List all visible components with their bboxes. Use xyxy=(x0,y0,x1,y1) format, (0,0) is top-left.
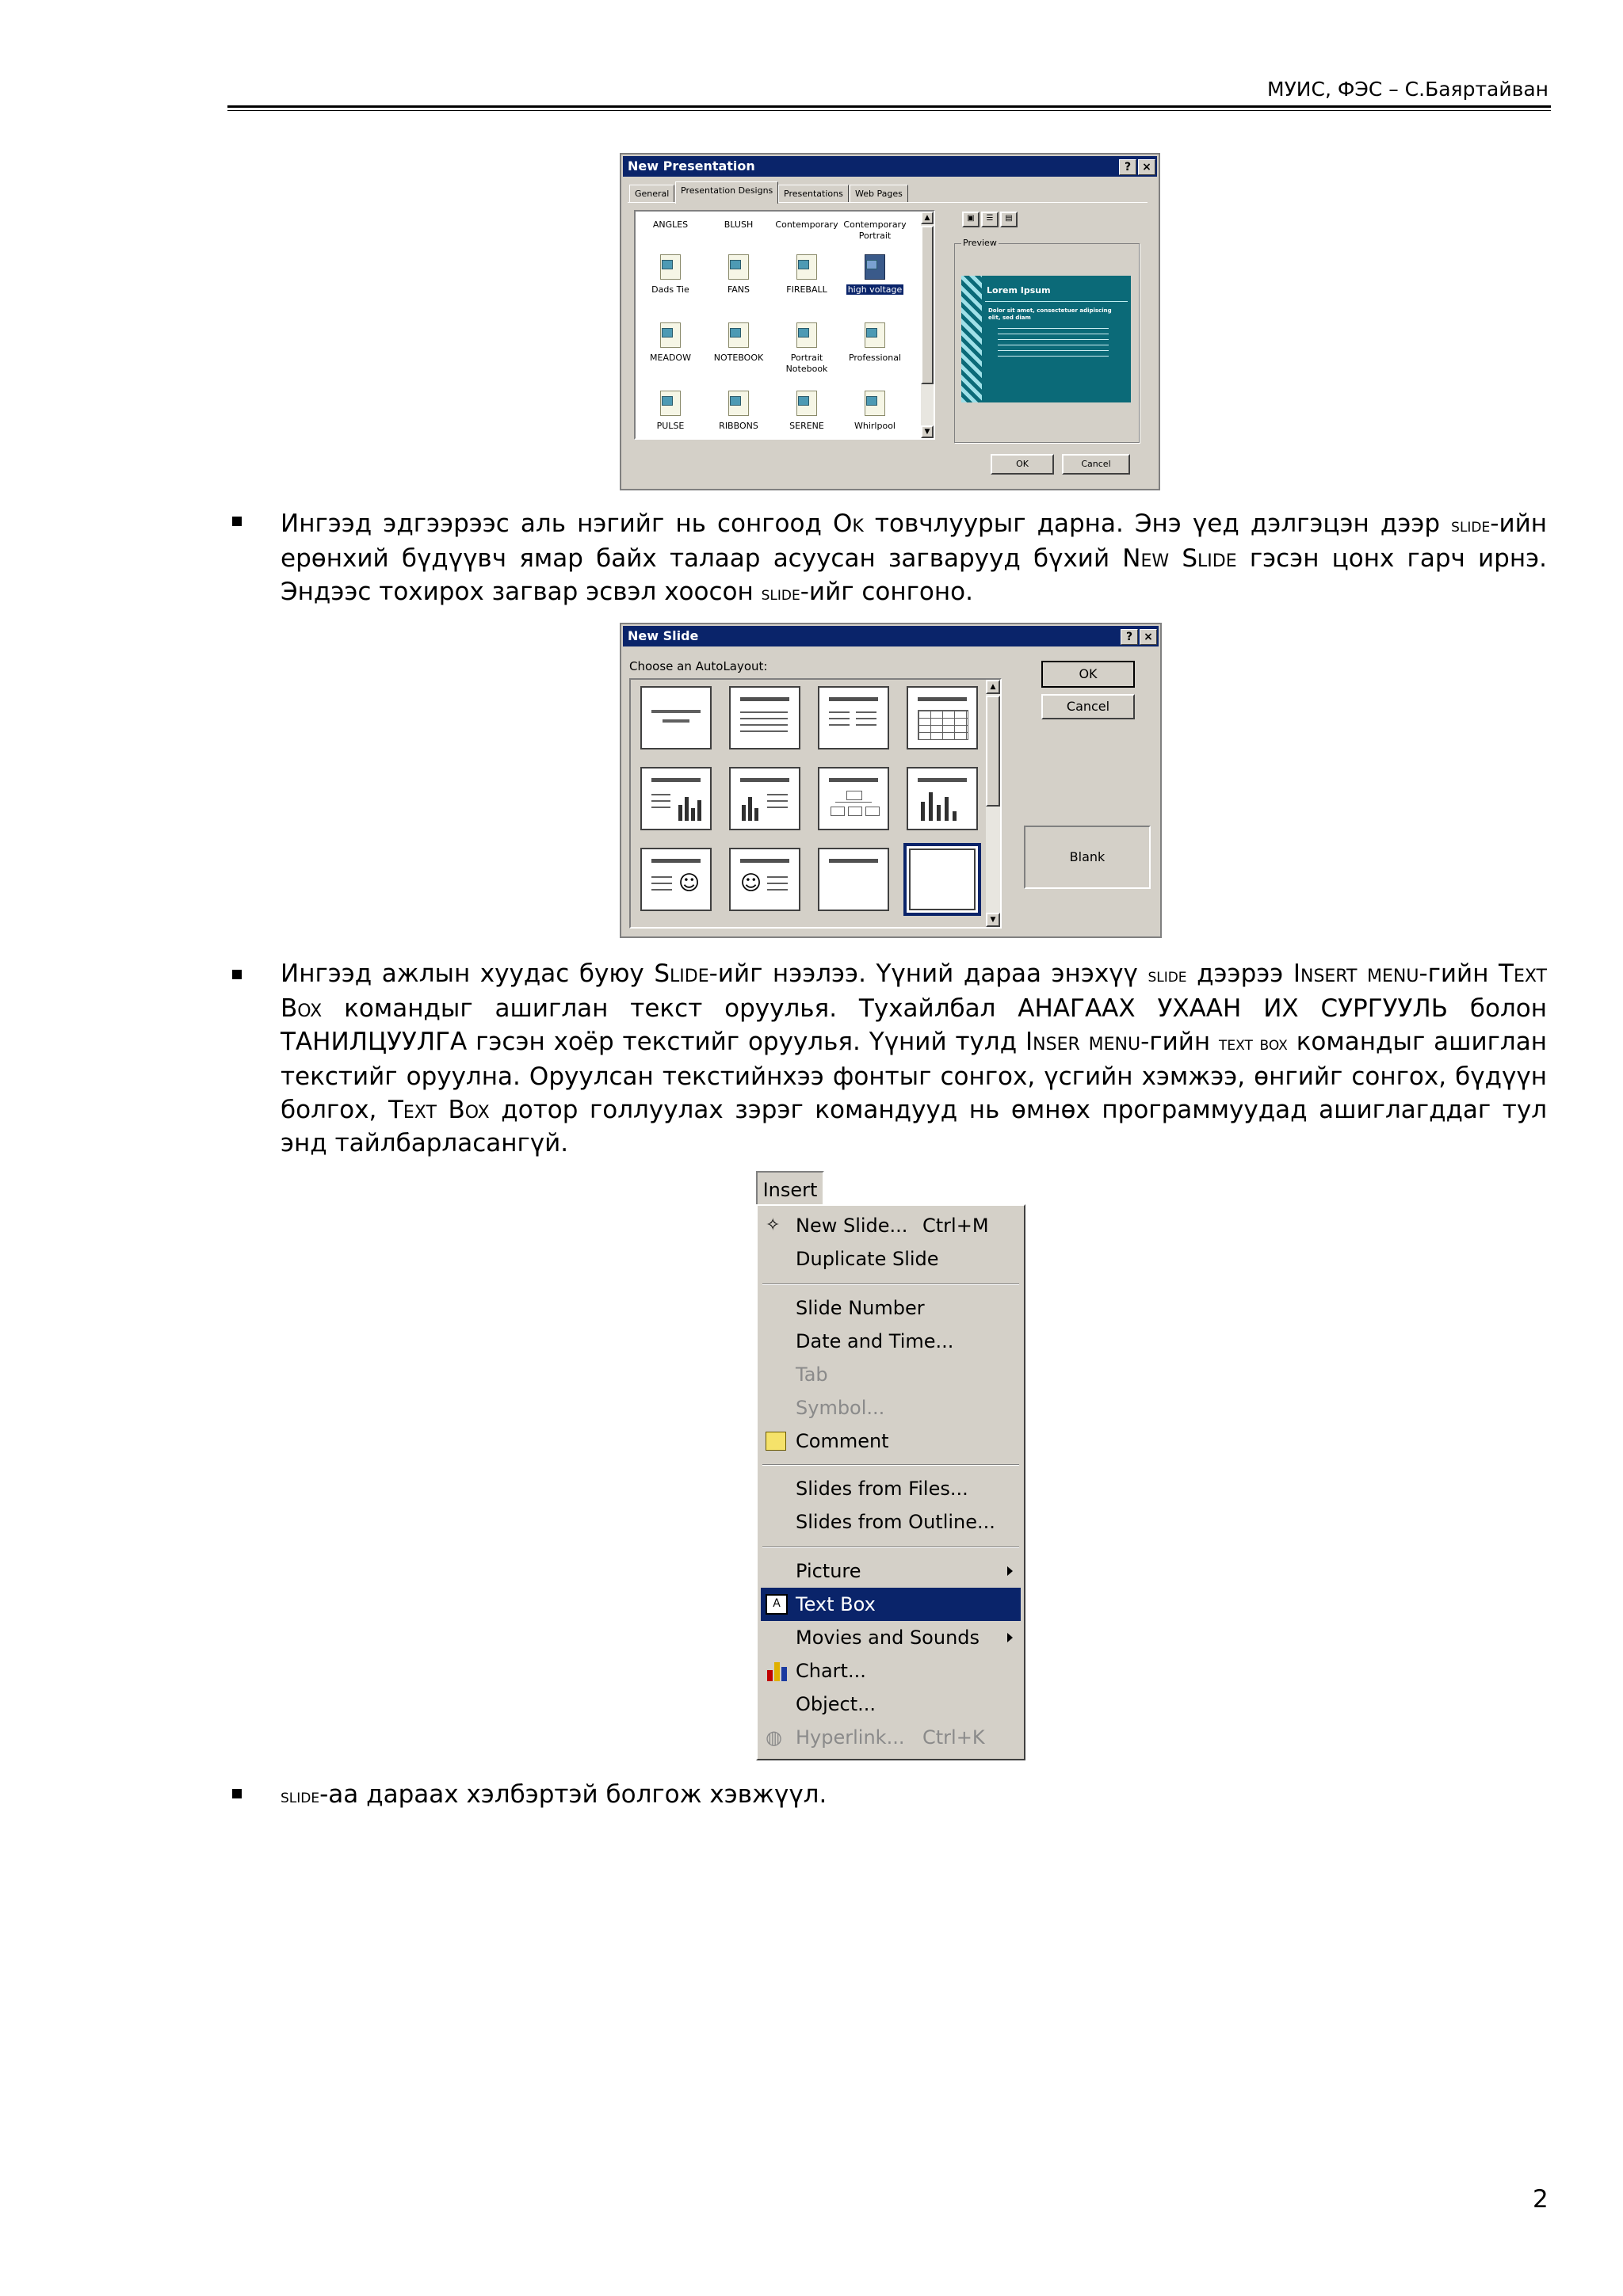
paragraph-2: Ингээд ажлын хуудас буюу Slide-ийг нээлээ. Үүний дараа энэхүү slide дээрээ Insert menu-гийн Text Box командыг ашиглан текст оруулья. Тухайлбал АНАГААХ УХААН ИХ СУРГУУЛЬ болон ТАНИЛЦУУЛГА гэсэн хоёр текстийг оруулья. Үүний тулд Inser menu-гийн text box командыг ашиглан текстийг оруулна. Оруулсан текстийнхээ фонтыг сонгох, үсгийн хэмжээ, өнгийг сонгох, бүдүүн болгох, Text Box дотор голлуулах зэрэг командууд нь өмнөх программуудад ашиглагддаг тул энд тайлбарласангүй. xyxy=(281,959,1548,1158)
layout-two-column-text[interactable] xyxy=(818,686,889,749)
design-ribbons[interactable]: RIBBONS xyxy=(705,391,772,432)
menu-item-chart[interactable]: Chart... xyxy=(761,1654,1021,1688)
submenu-arrow-icon xyxy=(1007,1633,1013,1642)
comment-icon xyxy=(766,1432,786,1451)
new-presentation-dialog xyxy=(620,153,1160,490)
help-button[interactable]: ? xyxy=(1119,159,1136,175)
presentation-icon xyxy=(793,391,820,418)
presentation-icon xyxy=(657,322,684,349)
presentation-icon xyxy=(725,254,752,281)
new-presentation-titlebar xyxy=(623,156,1157,177)
preview-group xyxy=(954,238,1140,443)
preview-bullet: Dolor sit amet, consectetuer adipiscing elit, sed diam xyxy=(988,307,1112,321)
autolayout-list[interactable] xyxy=(629,678,1002,929)
cancel-button[interactable]: Cancel xyxy=(1062,454,1130,475)
layout-title-slide[interactable] xyxy=(640,686,712,749)
menu-item-symbol: Symbol... xyxy=(796,1397,885,1419)
menu-separator xyxy=(762,1464,1019,1466)
close-button[interactable]: × xyxy=(1140,629,1157,645)
autolayout-scrollbar[interactable] xyxy=(986,680,1000,927)
layout-bulleted-list[interactable] xyxy=(729,686,800,749)
close-button[interactable]: × xyxy=(1138,159,1155,175)
menu-item-new-slide[interactable]: ✧ New Slide... Ctrl+M xyxy=(766,1215,989,1237)
scroll-down-button[interactable]: ▼ xyxy=(921,425,934,438)
menu-item-tab: Tab xyxy=(796,1363,828,1386)
menu-item-comment[interactable]: Comment xyxy=(761,1425,1021,1458)
design-notebook[interactable]: NOTEBOOK xyxy=(705,322,772,364)
preview-subbullets xyxy=(998,328,1109,360)
menu-item-movies-and-sounds[interactable]: Movies and Sounds xyxy=(761,1621,1021,1654)
layout-name: Blank xyxy=(1069,849,1106,864)
layout-name-box xyxy=(1024,826,1151,889)
clip-art-person-icon: ☺ xyxy=(678,871,701,895)
design-contemporary[interactable]: Contemporary xyxy=(775,219,838,230)
layout-chart-and-text[interactable] xyxy=(729,767,800,830)
menu-item-slides-from-outline[interactable]: Slides from Outline... xyxy=(796,1511,995,1533)
paragraph-3: slide-аа дараах хэлбэртэй болгож хэвжүүл. xyxy=(281,1780,827,1809)
preview-divider xyxy=(985,301,1128,302)
ok-button[interactable]: OK xyxy=(991,454,1054,475)
design-contemporary-portrait[interactable]: Contemporary Portrait xyxy=(843,219,907,241)
scroll-up-button[interactable]: ▲ xyxy=(986,680,1000,694)
new-slide-icon: ✧ xyxy=(766,1215,781,1235)
text-box-icon: A xyxy=(766,1594,788,1615)
chart-icon xyxy=(766,1659,789,1683)
design-angles[interactable]: ANGLES xyxy=(652,219,689,230)
layout-blank-inner xyxy=(909,849,976,910)
scroll-down-button[interactable]: ▼ xyxy=(986,913,1000,927)
tab-general[interactable]: General xyxy=(629,185,674,203)
insert-menu-title[interactable]: Insert xyxy=(756,1171,824,1206)
design-serene[interactable]: SERENE xyxy=(773,391,840,432)
new-slide-titlebar xyxy=(623,626,1159,646)
scroll-thumb[interactable] xyxy=(921,226,934,384)
bullet-marker xyxy=(232,517,242,526)
insert-menu xyxy=(756,1204,1025,1760)
menu-separator xyxy=(762,1547,1019,1548)
presentation-icon xyxy=(793,254,820,281)
presentation-icon xyxy=(725,391,752,418)
presentation-icon xyxy=(657,391,684,418)
paragraph-1: Ингээд эдгээрээс аль нэгийг нь сонгоод Ok товчлуурыг дарна. Энэ үед дэлгэцэн дээр slide-ийн ерөнхий бүдүүвч ямар байх талаар асуусан загварууд бүхий New Slide гэсэн цонх гарч ирнэ. Эндээс тохирох загвар эсвэл хоосон slide-ийг сонгоно. xyxy=(281,509,1548,606)
menu-item-object[interactable]: Object... xyxy=(796,1693,876,1715)
design-professional[interactable]: Professional xyxy=(842,322,908,364)
list-view-icon[interactable]: ☰ xyxy=(981,212,999,227)
tab-presentations[interactable]: Presentations xyxy=(778,185,849,203)
designs-list[interactable] xyxy=(634,210,935,440)
layout-blank-selected[interactable] xyxy=(903,843,981,916)
choose-autolayout-label: Choose an AutoLayout: xyxy=(629,659,768,673)
details-view-icon[interactable]: ▤ xyxy=(1000,212,1018,227)
design-meadow[interactable]: MEADOW xyxy=(637,322,704,364)
clip-art-person-icon: ☺ xyxy=(740,871,762,895)
preview-ribbon xyxy=(961,276,982,402)
design-whirlpool[interactable]: Whirlpool xyxy=(842,391,908,432)
new-slide-title: New Slide xyxy=(628,628,699,643)
scroll-up-button[interactable]: ▲ xyxy=(921,212,934,224)
presentation-icon xyxy=(725,322,752,349)
scroll-thumb[interactable] xyxy=(986,696,1000,807)
submenu-arrow-icon xyxy=(1007,1566,1013,1576)
new-slide-dialog xyxy=(620,623,1162,938)
bullet-marker xyxy=(232,970,242,979)
menu-separator xyxy=(762,1283,1019,1285)
menu-item-duplicate-slide[interactable]: Duplicate Slide xyxy=(796,1248,939,1270)
layout-chart[interactable] xyxy=(907,767,978,830)
presentation-icon xyxy=(861,322,888,349)
menu-item-slides-from-files[interactable]: Slides from Files... xyxy=(796,1478,968,1500)
page-number: 2 xyxy=(1533,2185,1549,2214)
large-icons-view-icon[interactable]: ▣ xyxy=(962,212,980,227)
header-rule xyxy=(227,105,1551,108)
design-dads-tie[interactable]: Dads Tie xyxy=(637,254,704,296)
layout-text-and-clip-art[interactable] xyxy=(640,848,712,911)
design-high-voltage[interactable]: high voltage xyxy=(842,254,908,296)
cancel-button[interactable]: Cancel xyxy=(1041,694,1135,719)
designs-scrollbar[interactable] xyxy=(921,212,934,438)
design-portrait-notebook[interactable]: Portrait Notebook xyxy=(773,322,840,375)
hyperlink-globe-icon: ◍ xyxy=(766,1726,782,1749)
design-blush[interactable]: BLUSH xyxy=(724,219,754,230)
layout-organization-chart[interactable] xyxy=(818,767,889,830)
help-button[interactable]: ? xyxy=(1121,629,1138,645)
layout-title-only[interactable] xyxy=(818,848,889,911)
ok-button[interactable]: OK xyxy=(1041,661,1135,688)
presentation-icon-selected xyxy=(861,254,888,281)
design-pulse[interactable]: PULSE xyxy=(637,391,704,432)
menu-item-text-box[interactable]: A Text Box xyxy=(761,1588,1021,1621)
header-rule-thin xyxy=(227,110,1551,111)
bullet-marker xyxy=(232,1789,242,1798)
menu-item-picture[interactable]: Picture xyxy=(761,1554,1021,1588)
design-fireball[interactable]: FIREBALL xyxy=(773,254,840,296)
preview-slide xyxy=(961,276,1131,402)
presentation-icon xyxy=(657,254,684,281)
header-author: МУИС, ФЭС – С.Баяртайван xyxy=(1267,78,1549,101)
layout-text-and-chart[interactable] xyxy=(640,767,712,830)
new-presentation-title: New Presentation xyxy=(628,158,755,174)
preview-title: Lorem Ipsum xyxy=(987,285,1051,296)
preview-label: Preview xyxy=(963,238,997,248)
presentation-icon xyxy=(793,322,820,349)
layout-clip-art-and-text[interactable] xyxy=(729,848,800,911)
design-fans[interactable]: FANS xyxy=(705,254,772,296)
layout-table[interactable] xyxy=(907,686,978,749)
presentation-icon xyxy=(861,391,888,418)
menu-item-date-and-time[interactable]: Date and Time... xyxy=(796,1330,954,1352)
tab-presentation-designs[interactable]: Presentation Designs xyxy=(675,181,778,204)
menu-item-hyperlink: ◍ Hyperlink... Ctrl+K xyxy=(766,1726,985,1749)
menu-item-slide-number[interactable]: Slide Number xyxy=(796,1297,925,1319)
tab-web-pages[interactable]: Web Pages xyxy=(850,185,908,203)
